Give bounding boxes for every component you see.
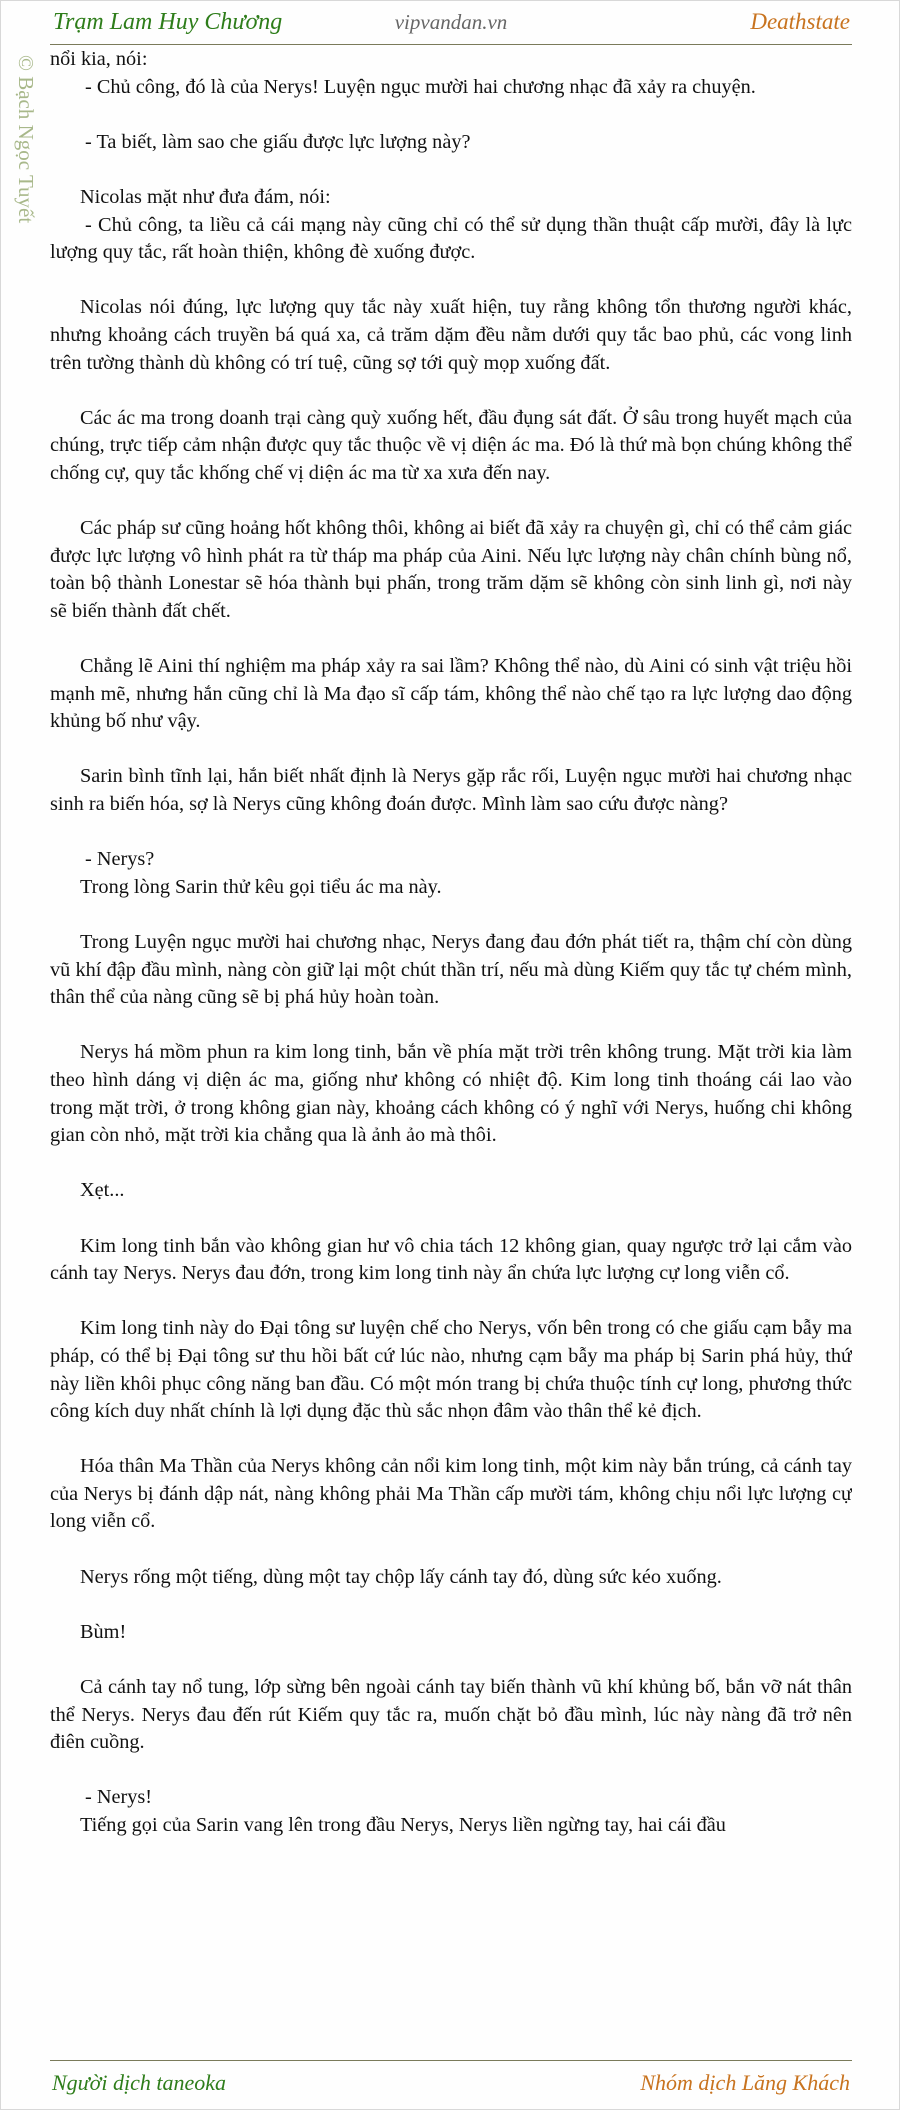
paragraph: Nerys há mồm phun ra kim long tinh, bắn về phía mặt trời trên không trung. Mặt trời kia làm theo hình dáng vị diện ác ma, giống như không có nhiệt độ. Kim long tinh thoáng cái lao vào trong mặt trời, ở trong không gian này, khoảng cách không có ý nghĩ với Nerys, huống chi không gian còn nhỏ, mặt trời kia chẳng qua là ảnh ảo mà thôi. bbox=[50, 1041, 852, 1147]
paragraph: Bùm! bbox=[80, 1620, 127, 1643]
paragraph-spacer bbox=[50, 377, 852, 405]
paragraph-spacer bbox=[50, 1288, 852, 1316]
paragraph: Chẳng lẽ Aini thí nghiệm ma pháp xảy ra sai lầm? Không thể nào, dù Aini có sinh vật triệu hồi mạnh mẽ, nhưng hắn cũng chỉ là Ma đạo sĩ cấp tám, không thể nào chế tạo ra lực lượng dao động khủng bố như vậy. bbox=[50, 655, 852, 733]
dialogue-line: - Chủ công, đó là của Nerys! Luyện ngục mười hai chương nhạc đã xảy ra chuyện. bbox=[85, 75, 756, 98]
paragraph-spacer bbox=[50, 736, 852, 764]
paragraph-spacer bbox=[50, 1757, 852, 1785]
paragraph-spacer bbox=[50, 101, 852, 129]
paragraph-spacer bbox=[50, 1012, 852, 1040]
paragraph-spacer bbox=[50, 625, 852, 653]
translator-credit: Người dịch taneoka bbox=[52, 2070, 227, 2095]
paragraph: Trong Luyện ngục mười hai chương nhạc, Nerys đang đau đớn phát tiết ra, thậm chí còn dùng vũ khí đập đầu mình, nàng còn giữ lại một chút thần trí, nếu mà dùng Kiếm quy tắc tự chém mình, thân thể của nàng cũng sẽ bị phá hủy hoàn toàn. bbox=[50, 931, 852, 1009]
paragraph: Các pháp sư cũng hoảng hốt không thôi, không ai biết đã xảy ra chuyện gì, chỉ có thể cảm giác được lực lượng vô hình phát ra từ tháp ma pháp của Aini. Nếu lực lượng này chân chính bùng nổ, toàn bộ thành Lonestar sẽ hóa thành bụi phấn, trong trăm dặm sẽ không còn sinh linh gì, nơi này sẽ biến thành đất chết. bbox=[50, 517, 852, 622]
dialogue-line: - Chủ công, ta liều cả cái mạng này cũng chỉ có thể sử dụng thần thuật cấp mười, đây là lực lượng quy tắc, rất hoàn thiện, không đè xuống được. bbox=[50, 213, 852, 264]
paragraph-spacer bbox=[50, 1536, 852, 1564]
paragraph: Sarin bình tĩnh lại, hắn biết nhất định là Nerys gặp rắc rối, Luyện ngục mười hai chương nhạc sinh ra biến hóa, sợ là Nerys cũng không đoán được. Mình làm sao cứu được nàng? bbox=[50, 765, 852, 816]
paragraph: Trong lòng Sarin thử kêu gọi tiểu ác ma này. bbox=[80, 875, 442, 898]
paragraph-spacer bbox=[50, 156, 852, 184]
page-footer bbox=[50, 2060, 852, 2109]
paragraph-spacer bbox=[50, 1646, 852, 1674]
chapter-content bbox=[50, 46, 852, 2056]
translation-group: Nhóm dịch Lăng Khách bbox=[640, 2070, 850, 2095]
paragraph-spacer bbox=[50, 1426, 852, 1454]
paragraph: Nerys rống một tiếng, dùng một tay chộp lấy cánh tay đó, dùng sức kéo xuống. bbox=[80, 1565, 722, 1588]
paragraph: Hóa thân Ma Thần của Nerys không cản nổi kim long tinh, một kim này bắn trúng, cả cánh tay của Nerys bị đánh dập nát, nàng không phải Ma Thần cấp mười tám, không chịu nổi lực lượng cự long viễn cổ. bbox=[50, 1455, 852, 1533]
paragraph: Kim long tinh này do Đại tông sư luyện chế cho Nerys, vốn bên trong có che giấu cạm bẫy ma pháp, có thể bị Đại tông sư thu hồi bất cứ lúc nào, nhưng cạm bẫy ma pháp bị Sarin phá hủy, thứ này liền khôi phục công năng ban đầu. Có một món trang bị chứa thuộc tính cự long, phương thức công kích duy nhất chính là lợi dụng đặc thù sắc nhọn đâm vào thân thể kẻ địch. bbox=[50, 1317, 852, 1423]
paragraph-spacer bbox=[50, 819, 852, 847]
site-url: vipvandan.vn bbox=[394, 10, 508, 34]
copyright-text: © Bạch Ngọc Tuyết bbox=[14, 55, 38, 224]
book-title: Deathstate bbox=[750, 9, 850, 34]
paragraph: Nicolas mặt như đưa đám, nói: bbox=[80, 185, 331, 208]
paragraph: Nicolas nói đúng, lực lượng quy tắc này xuất hiện, tuy rằng không tổn thương người khác, nhưng khoảng cách truyền bá quá xa, cả trăm dặm đều nằm dưới quy tắc bao phủ, các vong linh trên tường thành dù không có trí tuệ, cũng sợ tới quỳ mọp xuống đất. bbox=[50, 296, 852, 374]
copyright-sidebar bbox=[12, 55, 38, 255]
paragraph: Tiếng gọi của Sarin vang lên trong đầu Nerys, Nerys liền ngừng tay, hai cái đầu bbox=[80, 1814, 726, 1836]
dialogue-line: - Nerys? bbox=[85, 848, 155, 871]
site-name: Trạm Lam Huy Chương bbox=[53, 9, 283, 35]
paragraph-spacer bbox=[50, 901, 852, 929]
paragraph-spacer bbox=[50, 1205, 852, 1233]
page-header bbox=[50, 0, 852, 45]
dialogue-line: - Nerys! bbox=[85, 1786, 153, 1809]
paragraph: Các ác ma trong doanh trại càng quỳ xuống hết, đầu đụng sát đất. Ở sâu trong huyết mạch của chúng, trực tiếp cảm nhận được quy tắc thuộc về vị diện ác ma. Đó là thứ mà bọn chúng không thể chống cự, quy tắc khống chế vị diện ác ma từ xa xưa đến nay. bbox=[50, 406, 852, 484]
dialogue-line: - Ta biết, làm sao che giấu được lực lượng này? bbox=[85, 130, 471, 153]
paragraph-spacer bbox=[50, 267, 852, 295]
paragraph-spacer bbox=[50, 1150, 852, 1178]
paragraph: Cả cánh tay nổ tung, lớp sừng bên ngoài cánh tay biến thành vũ khí khủng bố, bắn vỡ nát thân thể Nerys. Nerys đau đến rút Kiếm quy tắc ra, muốn chặt bỏ đầu mình, lúc này nàng đã trở nên điên cuồng. bbox=[50, 1676, 852, 1754]
paragraph: Kim long tinh bắn vào không gian hư vô chia tách 12 không gian, quay ngược trở lại cắm vào cánh tay Nerys. Nerys đau đớn, trong kim long tinh này ẩn chứa lực lượng cự long viễn cổ. bbox=[50, 1234, 852, 1285]
paragraph: nổi kia, nói: bbox=[50, 48, 148, 70]
paragraph-spacer bbox=[50, 488, 852, 516]
paragraph: Xẹt... bbox=[80, 1179, 125, 1202]
paragraph-spacer bbox=[50, 1591, 852, 1619]
